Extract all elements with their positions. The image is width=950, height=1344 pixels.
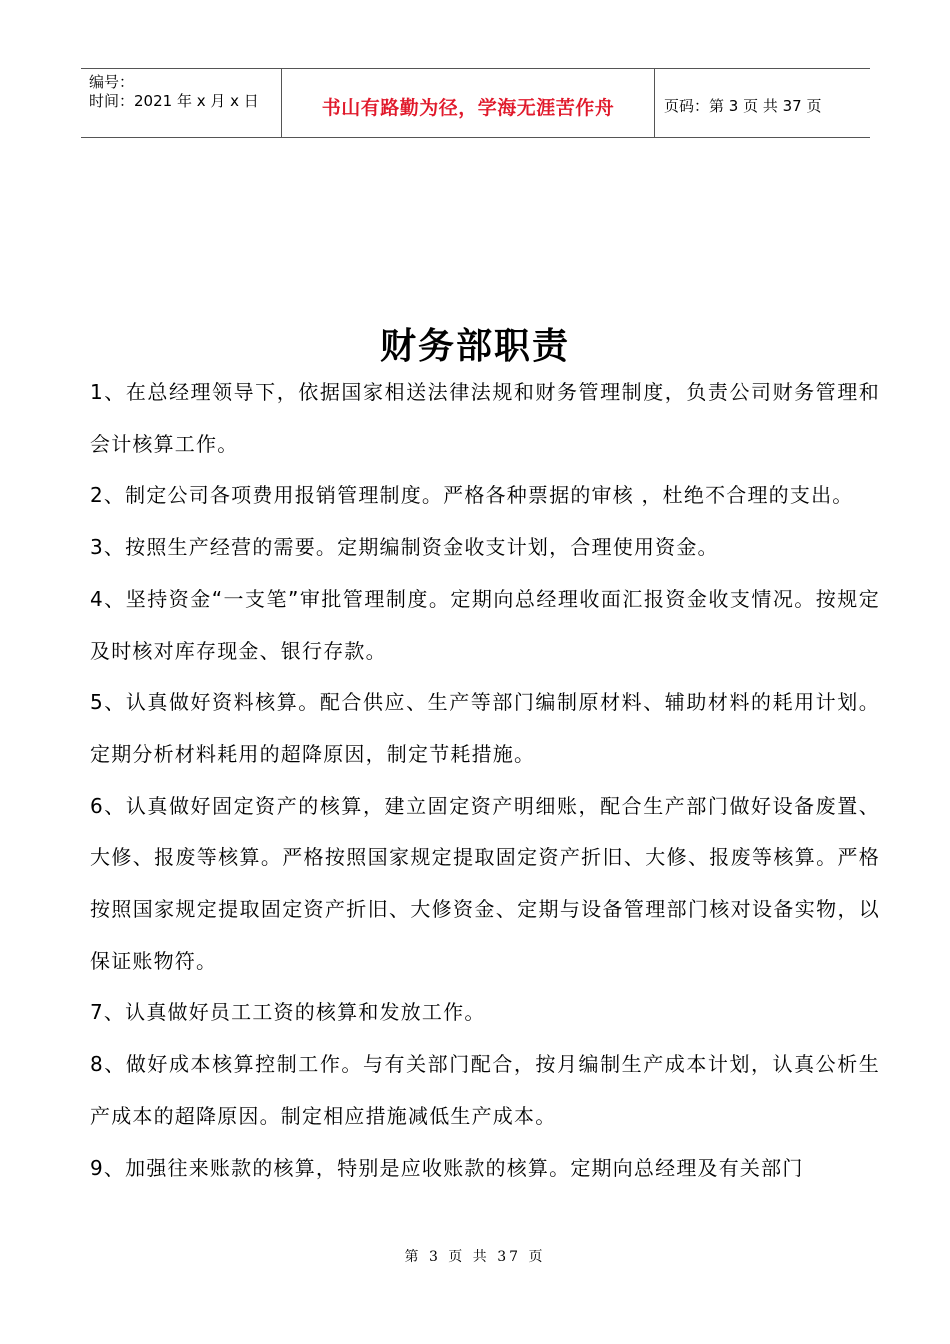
document-title: 财务部职责 bbox=[379, 326, 570, 367]
motto-text: 书山有路勤为径，学海无涯苦作舟 bbox=[321, 97, 615, 119]
document-date: 时间：2021 年 x 月 x 日 bbox=[89, 92, 259, 110]
paragraph-4: 4、坚持资金“一支笔”审批管理制度。定期向总经理收面汇报资金收支情况。按规定及时核对库存现金、银行存款。 bbox=[90, 586, 880, 663]
page-footer: 第 3 页 共 37 页 bbox=[404, 1249, 546, 1265]
paragraph-2: 2、制定公司各项费用报销管理制度。严格各种票据的审核 ，杜绝不合理的支出。 bbox=[90, 483, 854, 508]
paragraph-3: 3、按照生产经营的需要。定期编制资金收支计划，合理使用资金。 bbox=[90, 535, 719, 560]
document-body bbox=[90, 367, 880, 1194]
page-number-info: 页码：第 3 页 共 37 页 bbox=[664, 97, 822, 115]
paragraph-5: 5、认真做好资料核算。配合供应、生产等部门编制原材料、辅助材料的耗用计划。定期分析材料耗用的超降原因，制定节耗措施。 bbox=[90, 690, 880, 766]
paragraph-8: 8、做好成本核算控制工作。与有关部门配合，按月编制生产成本计划，认真公析生产成本的超降原因。制定相应措施减低生产成本。 bbox=[90, 1052, 880, 1128]
paragraph-9: 9、加强往来账款的核算，特别是应收账款的核算。定期向总经理及有关部门 bbox=[90, 1155, 804, 1180]
header-motto-cell bbox=[281, 69, 655, 137]
header-page-cell bbox=[654, 69, 870, 137]
paragraph-7: 7、认真做好员工工资的核算和发放工作。 bbox=[90, 1000, 486, 1025]
header-meta-cell bbox=[81, 69, 281, 137]
document-number-label: 编号： bbox=[89, 73, 135, 91]
paragraph-1: 1、在总经理领导下，依据国家相送法律法规和财务管理制度，负责公司财务管理和会计核算工作。 bbox=[90, 380, 880, 456]
page-header bbox=[81, 68, 870, 138]
paragraph-6: 6、认真做好固定资产的核算，建立固定资产明细账，配合生产部门做好设备废置、大修、报废等核算。严格按照国家规定提取固定资产折旧、大修、报废等核算。严格按照国家规定提取固定资产折旧、大修资金、定期与设备管理部门核对设备实物，以保证账物符。 bbox=[90, 793, 880, 973]
